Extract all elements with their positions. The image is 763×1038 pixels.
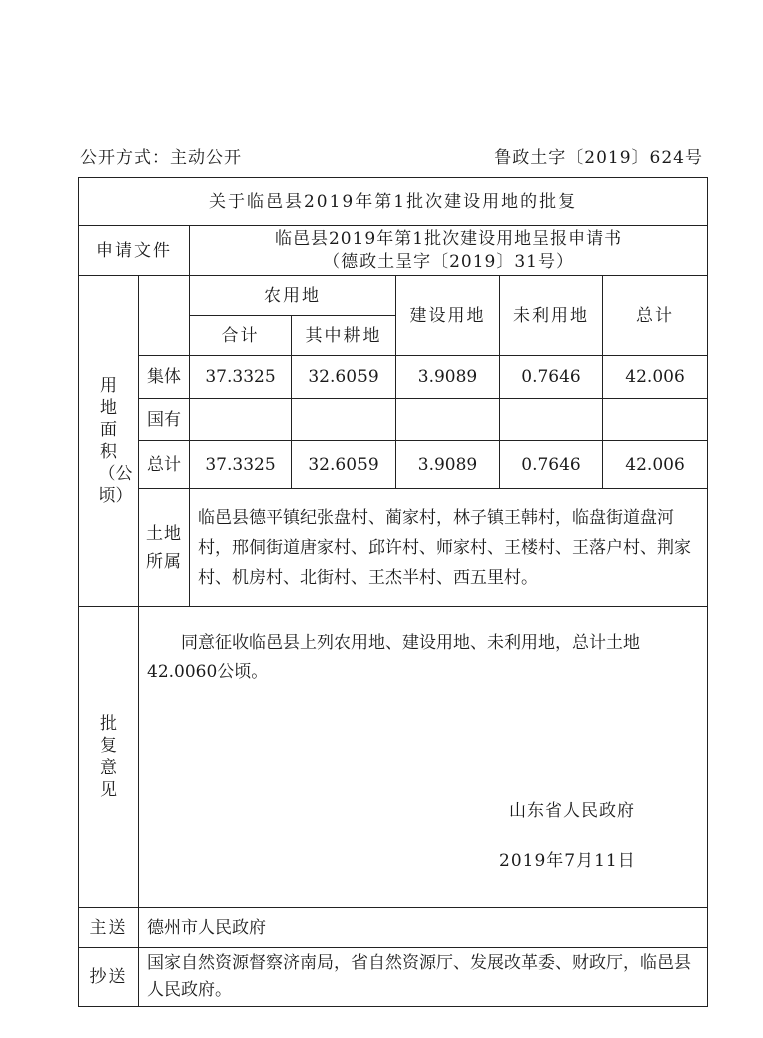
unused-header: 未利用地	[500, 276, 603, 356]
ownership-label: 土地所属	[146, 523, 182, 572]
row-label: 总计	[139, 441, 190, 489]
application-label: 申请文件	[79, 226, 190, 276]
row-label: 国有	[139, 399, 190, 441]
opinion-text: 同意征收临邑县上列农用地、建设用地、未利用地，总计土地42.0060公顷。	[147, 633, 640, 682]
approval-table	[78, 177, 708, 1007]
cultivated-cell	[292, 399, 396, 441]
cultivated-cell: 32.6059	[292, 441, 396, 489]
signatory: 山东省人民政府	[509, 801, 635, 821]
opinion-cell	[139, 607, 708, 908]
ownership-text: 临邑县德平镇纪张盘村、蔺家村，林子镇王韩村，临盘街道盘河村，邢侗街道唐家村、邱许村、师家村、王楼村、王落户村、荆家村、机房村、北街村、王杰半村、西五里村。	[190, 489, 708, 607]
row-label: 集体	[139, 356, 190, 399]
copy-to-value: 国家自然资源督察济南局，省自然资源厅、发展改革委、财政厅，临邑县人民政府。	[139, 948, 708, 1007]
farmland-header: 农用地	[190, 276, 396, 316]
table-row	[79, 441, 708, 489]
blank-header-cell	[139, 276, 190, 356]
subtotal-cell	[190, 399, 292, 441]
unused-cell: 0.7646	[500, 356, 603, 399]
subtotal-cell: 37.3325	[190, 356, 292, 399]
unused-cell: 0.7646	[500, 441, 603, 489]
total-header: 总计	[603, 276, 708, 356]
total-cell: 42.006	[603, 356, 708, 399]
main-recipient-label: 主送	[79, 908, 139, 948]
unused-cell	[500, 399, 603, 441]
construction-cell	[396, 399, 500, 441]
total-cell	[603, 399, 708, 441]
ownership-label-cell	[139, 489, 190, 607]
table-row	[79, 399, 708, 441]
construction-cell: 3.9089	[396, 441, 500, 489]
main-recipient-value: 德州市人民政府	[139, 908, 708, 948]
table-title: 关于临邑县2019年第1批次建设用地的批复	[79, 178, 708, 226]
copy-to-label: 抄送	[79, 948, 139, 1007]
construction-cell: 3.9089	[396, 356, 500, 399]
subtotal-header: 合计	[190, 316, 292, 356]
subtotal-cell: 37.3325	[190, 441, 292, 489]
cultivated-header: 其中耕地	[292, 316, 396, 356]
opinion-label: 批复意见	[100, 713, 117, 800]
opinion-label-cell	[79, 607, 139, 908]
application-line-1: 临邑县2019年第1批次建设用地呈报申请书	[274, 228, 623, 249]
application-line-2: （德政土呈字〔2019〕31号）	[323, 251, 574, 272]
document-number: 鲁政土字〔2019〕624号	[494, 148, 703, 168]
total-cell: 42.006	[603, 441, 708, 489]
cultivated-cell: 32.6059	[292, 356, 396, 399]
disclosure-method: 公开方式：主动公开	[80, 148, 242, 168]
application-value	[190, 226, 708, 276]
area-label-cell	[79, 276, 139, 607]
construction-header: 建设用地	[396, 276, 500, 356]
area-label: 用地面积（公顷）	[98, 375, 133, 506]
approval-date: 2019年7月11日	[499, 851, 636, 871]
table-row	[79, 356, 708, 399]
